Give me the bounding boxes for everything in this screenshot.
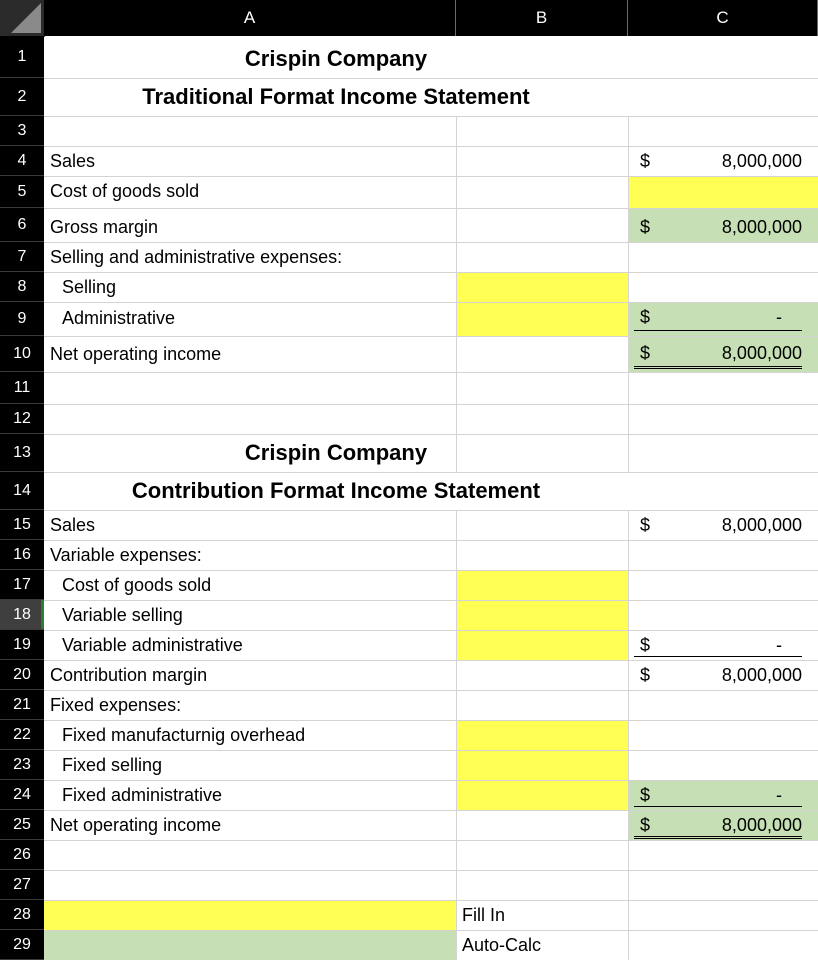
label-sales: Sales [50,151,96,171]
row-header[interactable]: 15 [0,510,44,540]
gridline [44,372,818,373]
label-contribution-margin: Contribution margin [50,665,208,685]
gridline [44,434,818,435]
value-fixed-administrative: - [776,785,782,805]
row-header[interactable]: 10 [0,336,44,372]
row-header[interactable]: 4 [0,146,44,176]
row-header[interactable]: 9 [0,302,44,336]
gridline [44,510,818,511]
row-header[interactable]: 7 [0,242,44,272]
value-net-operating-income: 8,000,000 [721,815,802,835]
row-header[interactable]: 6 [0,208,44,242]
row-header[interactable]: 13 [0,434,44,472]
fill-in-cells-b8-b9[interactable] [456,272,628,336]
traditional-company-title: Crispin Company [244,46,428,71]
currency-symbol: $ [640,151,651,171]
value-sales: 8,000,000 [721,515,802,535]
currency-symbol: $ [640,307,651,327]
row-header[interactable]: 27 [0,870,44,900]
gridline [44,660,818,661]
value-contribution-margin: 8,000,000 [721,665,802,685]
select-all-corner[interactable] [0,0,45,37]
row-header[interactable]: 12 [0,404,44,434]
row-header[interactable]: 19 [0,630,44,660]
row-header[interactable]: 3 [0,116,44,146]
gridline [44,870,818,871]
gridline [44,840,818,841]
label-fixed-manufacturing-overhead: Fixed manufacturnig overhead [62,725,306,745]
row-header[interactable]: 17 [0,570,44,600]
currency-symbol: $ [640,343,651,363]
row-header[interactable]: 24 [0,780,44,810]
fill-in-cells-b17-b19[interactable] [456,570,628,660]
label-variable-selling: Variable selling [62,605,183,625]
gridline [44,570,818,571]
cell-grid[interactable] [44,36,818,960]
gridline [44,810,818,811]
gridline [44,78,818,79]
legend-fill-in-swatch [44,900,456,930]
column-header-b[interactable]: B [456,0,628,36]
row-header[interactable]: 26 [0,840,44,870]
value-administrative: - [776,307,782,327]
column-header-c[interactable]: C [628,0,818,36]
gridline [44,472,818,473]
label-sga-expenses: Selling and administrative expenses: [50,247,343,267]
gridline [44,336,818,337]
currency-symbol: $ [640,217,651,237]
row-header[interactable]: 11 [0,372,44,404]
contribution-statement-title: Contribution Format Income Statement [131,478,541,503]
select-all-triangle-icon [11,3,41,33]
currency-symbol: $ [640,665,651,685]
currency-symbol: $ [640,785,651,805]
gridline [44,720,818,721]
gridline [44,116,818,117]
row-header[interactable]: 8 [0,272,44,302]
underline-variable-admin [634,636,802,657]
gridline [44,208,818,209]
label-net-operating-income: Net operating income [50,815,222,835]
gridline [44,404,818,405]
currency-symbol: $ [640,515,651,535]
currency-symbol: $ [640,815,651,835]
value-variable-administrative: - [776,635,782,655]
gridline [44,176,818,177]
row-header[interactable]: 23 [0,750,44,780]
double-underline-noi [634,344,802,369]
value-sales: 8,000,000 [721,151,802,171]
row-header[interactable]: 1 [0,36,44,78]
label-variable-expenses: Variable expenses: [50,545,202,565]
gridline [44,750,818,751]
gridline [456,116,457,472]
legend-fill-in-label: Fill In [462,905,506,925]
gridline [44,146,818,147]
gridline [44,540,818,541]
row-header[interactable]: 20 [0,660,44,690]
label-administrative: Administrative [62,308,176,328]
column-header-a[interactable]: A [44,0,456,36]
label-selling: Selling [62,277,117,297]
gridline [44,780,818,781]
label-fixed-administrative: Fixed administrative [62,785,223,805]
row-header[interactable]: 29 [0,930,44,960]
value-net-operating-income: 8,000,000 [721,343,802,363]
underline-admin [634,308,802,331]
row-header[interactable]: 21 [0,690,44,720]
row-header[interactable]: 22 [0,720,44,750]
legend-auto-calc-swatch [44,930,456,960]
gridline [44,272,818,273]
row-header[interactable]: 14 [0,472,44,510]
label-cogs: Cost of goods sold [50,181,200,201]
gridline [456,510,457,960]
row-header[interactable]: 5 [0,176,44,208]
gridline [44,690,818,691]
fill-in-cells-b22-b24[interactable] [456,720,628,810]
gridline [44,630,818,631]
row-header[interactable]: 2 [0,78,44,116]
row-header-selected[interactable]: 18 [0,600,44,630]
label-sales: Sales [50,515,96,535]
value-gross-margin: 8,000,000 [721,217,802,237]
row-header[interactable]: 16 [0,540,44,570]
gridline [44,242,818,243]
gridline [44,600,818,601]
gridline [628,116,629,472]
label-net-operating-income: Net operating income [50,344,222,364]
double-underline-noi [634,816,802,839]
row-header[interactable]: 25 [0,810,44,840]
contribution-company-title: Crispin Company [244,440,428,465]
row-header[interactable]: 28 [0,900,44,930]
currency-symbol: $ [640,635,651,655]
label-variable-administrative: Variable administrative [62,635,243,655]
fill-in-cell-c5[interactable] [628,176,818,208]
gridline [44,930,818,931]
legend-auto-calc-label: Auto-Calc [462,935,542,955]
traditional-statement-title: Traditional Format Income Statement [142,84,530,109]
gridline [628,510,629,960]
label-gross-margin: Gross margin [50,217,159,237]
underline-fixed-admin [634,786,802,807]
label-cogs: Cost of goods sold [62,575,212,595]
gridline [44,302,818,303]
label-fixed-selling: Fixed selling [62,755,163,775]
gridline [44,900,818,901]
label-fixed-expenses: Fixed expenses: [50,695,182,715]
